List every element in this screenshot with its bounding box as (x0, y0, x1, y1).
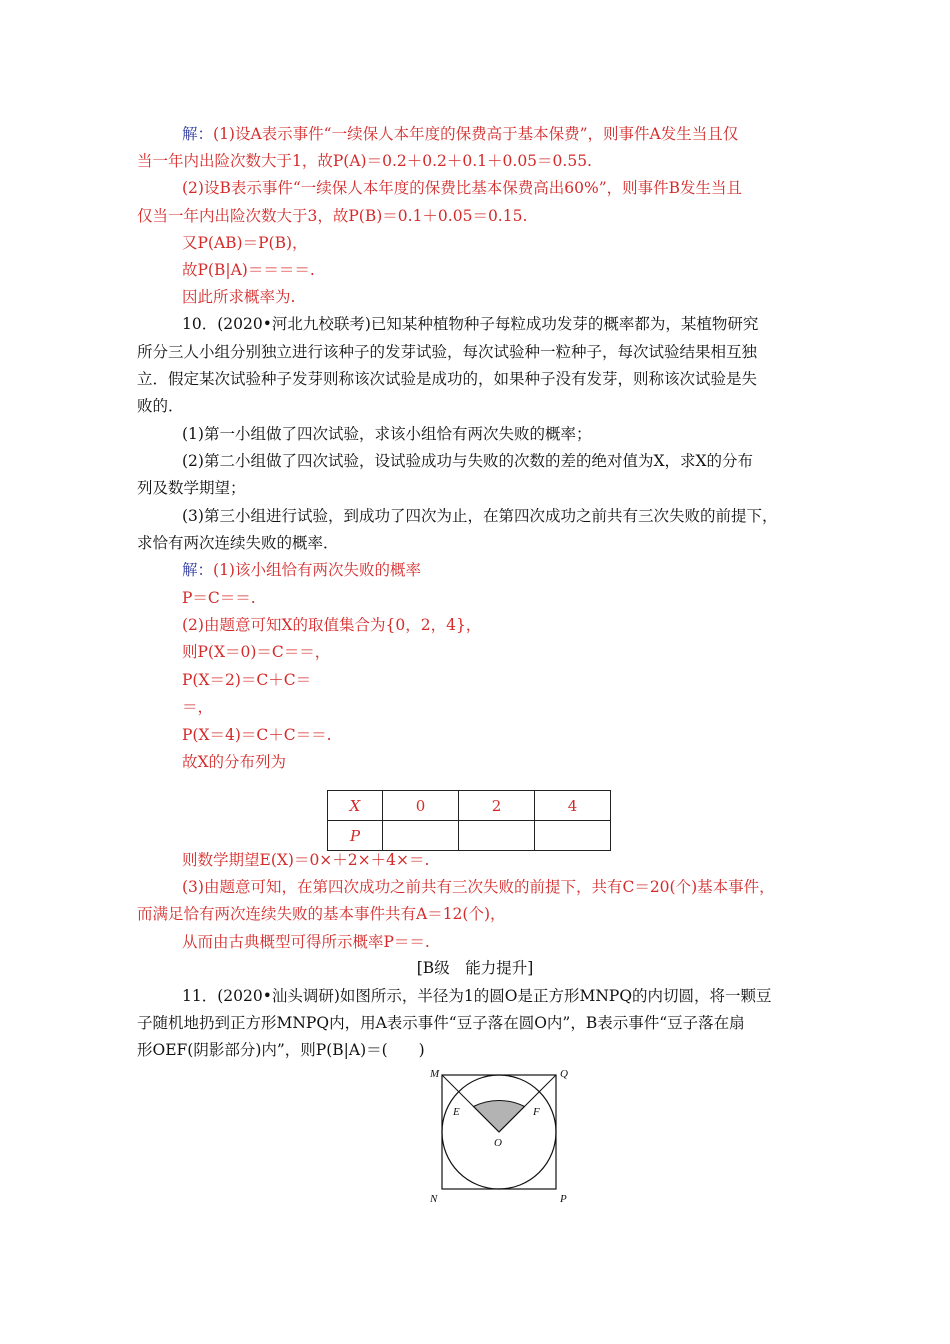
q11-line-3: 形OEF(阴影部分)内”，则P(B|A)＝( ) (137, 1041, 425, 1059)
section-heading: [B级 能力提升] (416, 959, 534, 977)
q10-line-6: (2)第二小组做了四次试验，设试验成功与失败的次数的差的绝对值为X，求X的分布 (182, 452, 754, 470)
solution-text: (1)设A表示事件“一续保人本年度的保费高于基本保费”，则事件A发生当且仅 (213, 125, 739, 143)
table-cell (383, 821, 459, 851)
q10-line-7: 列及数学期望； (137, 479, 246, 497)
table-row (328, 791, 611, 821)
q10-line-5: (1)第一小组做了四次试验，求该小组恰有两次失败的概率； (182, 425, 592, 443)
sol10-line-6: ＝， (182, 698, 214, 716)
label-o: O (494, 1137, 502, 1149)
solution-text: (1)该小组恰有两次失败的概率 (213, 561, 421, 579)
q10-line-9: 求恰有两次连续失败的概率． (137, 534, 339, 552)
q10-line-2: 所分三人小组分别独立进行该种子的发芽试验，每次试验种一粒种子，每次试验结果相互独 (137, 343, 758, 361)
sol9-line-7: 因此所求概率为. (182, 288, 296, 306)
q10-line-3: 立．假定某次试验种子发芽则称该次试验是成功的，如果种子没有发芽，则称该次试验是失 (137, 370, 758, 388)
label-f: F (533, 1106, 540, 1118)
sol10-line-7: P(X＝4)＝C＋C＝＝. (182, 726, 332, 744)
q10-line-8: (3)第三小组进行试验，到成功了四次为止，在第四次成功之前共有三次失败的前提下， (182, 507, 778, 525)
label-e: E (453, 1106, 460, 1118)
q10-line-4: 败的． (137, 397, 184, 415)
sol9-line-1 (182, 124, 738, 144)
table-cell (459, 821, 535, 851)
sol10-line-4: 则P(X＝0)＝C＝＝， (182, 643, 331, 661)
sol9-line-2: 当一年内出险次数大于1，故P(A)＝0.2＋0.2＋0.1＋0.05＝0.55. (137, 152, 592, 170)
sol10-line-3: (2)由题意可知X的取值集合为{0，2，4}， (182, 616, 482, 634)
sol9-line-5: 又P(AB)＝P(B)， (182, 234, 308, 252)
solution-lead: 解： (182, 125, 214, 143)
label-n: N (430, 1193, 438, 1205)
sol10-line-11: 而满足恰有两次连续失败的基本事件共有A＝12(个)， (137, 905, 506, 923)
sol10-line-9: 则数学期望E(X)＝0×＋2×＋4×＝. (182, 851, 430, 869)
table-row (328, 821, 611, 851)
q11-line-2: 子随机地扔到正方形MNPQ内，用A表示事件“豆子落在圆O内”，B表示事件“豆子落在扇 (137, 1014, 745, 1032)
sol10-line-12: 从而由古典概型可得所示概率P＝＝. (182, 933, 430, 951)
sol10-line-2: P＝C＝＝. (182, 589, 256, 607)
solution-lead: 解： (182, 561, 214, 579)
label-m: M (430, 1068, 440, 1080)
geometry-figure (420, 1068, 590, 1210)
sol10-line-8: 故X的分布列为 (182, 753, 287, 771)
table-cell: X (328, 791, 383, 821)
sol10-line-1 (182, 560, 421, 580)
shaded-sector (474, 1100, 525, 1132)
label-q: Q (560, 1068, 568, 1080)
table-cell: 4 (535, 791, 611, 821)
table-cell (535, 821, 611, 851)
sol10-line-10: (3)由题意可知，在第四次成功之前共有三次失败的前提下，共有C＝20(个)基本事件， (182, 878, 775, 896)
table-cell: 0 (383, 791, 459, 821)
sol9-line-4: 仅当一年内出险次数大于3，故P(B)＝0.1＋0.05＝0.15. (137, 207, 528, 225)
table-cell: P (328, 821, 383, 851)
label-p: P (560, 1193, 567, 1205)
sol9-line-6: 故P(B|A)＝＝＝＝. (182, 261, 315, 279)
q11-line-1: 11．(2020•汕头调研)如图所示，半径为1的圆O是正方形MNPQ的内切圆，将一颗豆 (182, 987, 772, 1005)
sol9-line-3: (2)设B表示事件“一续保人本年度的保费比基本保费高出60%”，则事件B发生当且 (182, 179, 743, 197)
distribution-table (327, 790, 611, 851)
table-cell: 2 (459, 791, 535, 821)
q10-line-1: 10．(2020•河北九校联考)已知某种植物种子每粒成功发芽的概率都为，某植物研究 (182, 315, 759, 333)
sol10-line-5: P(X＝2)＝C＋C＝ (182, 671, 312, 689)
